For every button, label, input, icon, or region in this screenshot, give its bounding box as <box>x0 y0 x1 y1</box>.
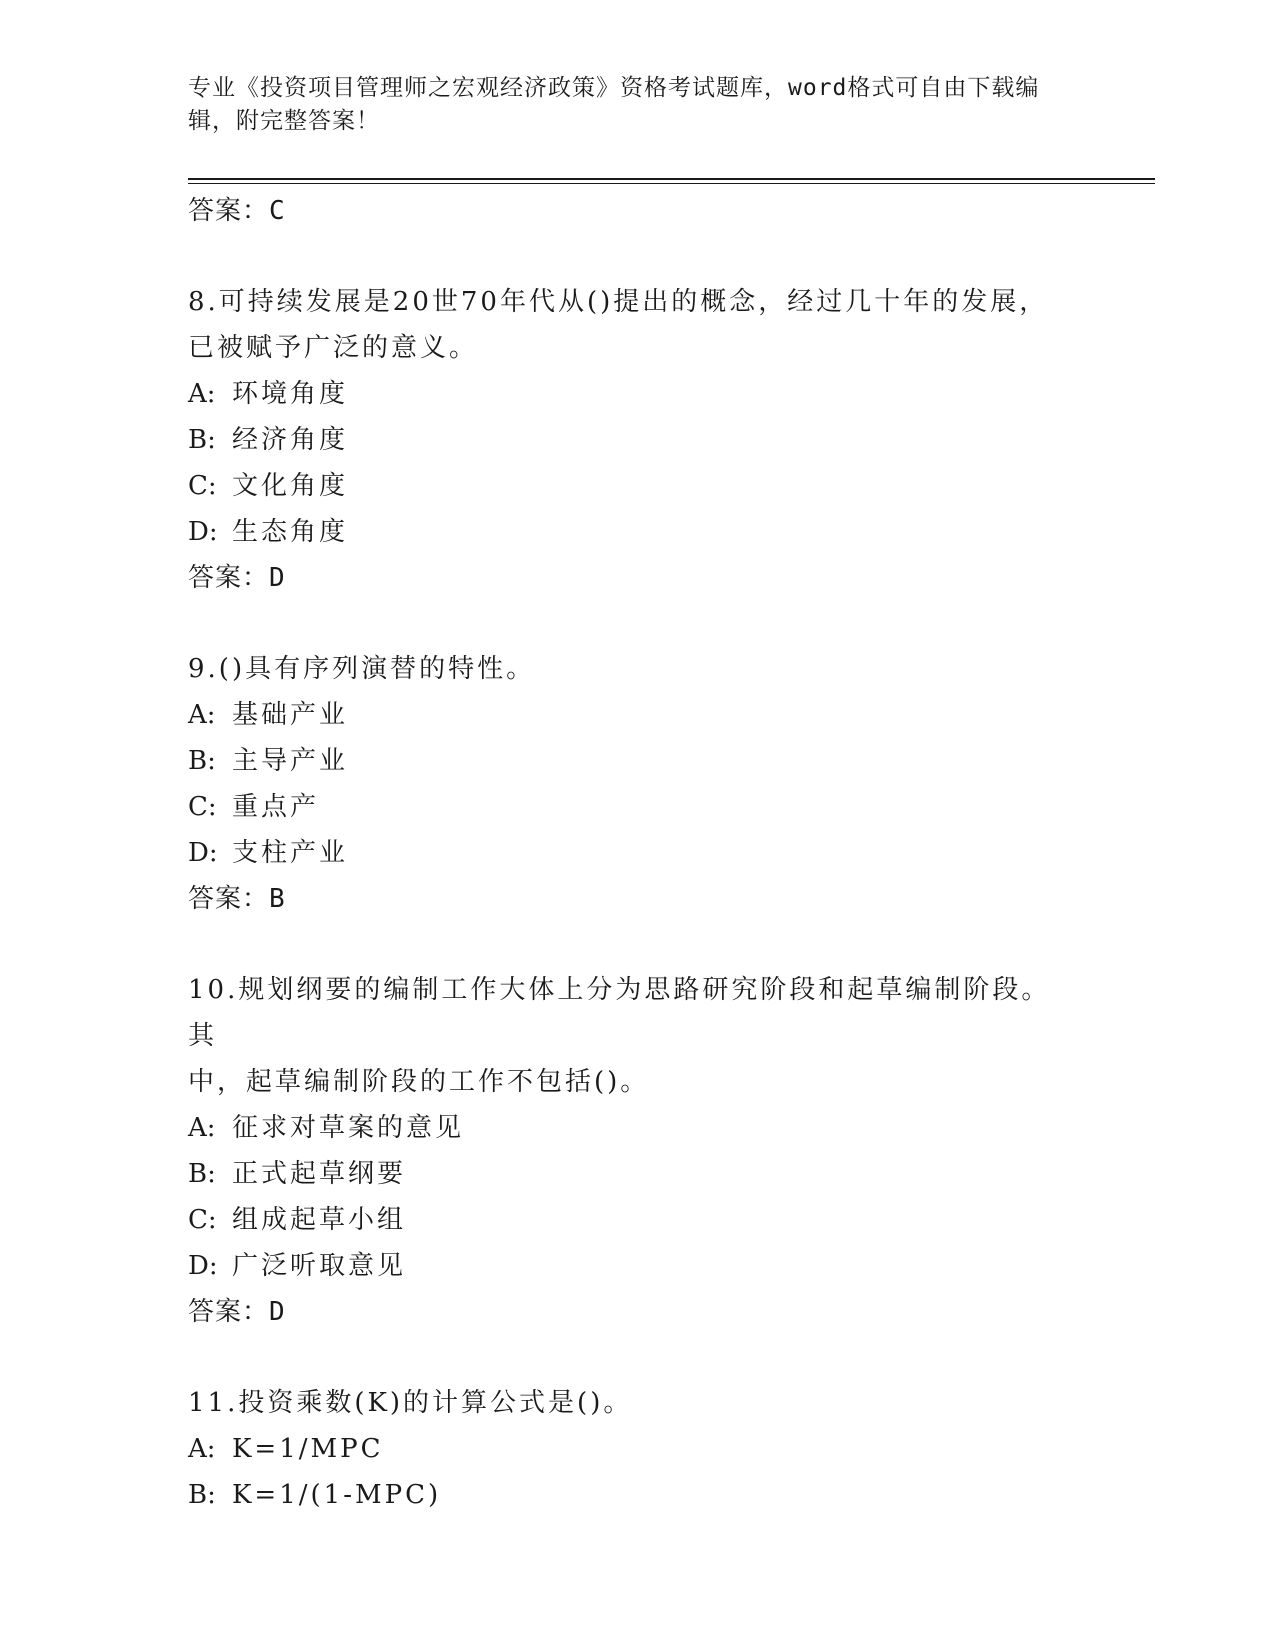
answer-label: 答案： <box>188 563 270 593</box>
question-list <box>188 188 1088 1518</box>
option-text: 环境角度 <box>232 379 349 409</box>
option-a <box>188 1426 1088 1472</box>
answer-line <box>188 188 1088 234</box>
header-line-2: 辑，附完整答案！ <box>188 108 380 134</box>
option-c <box>188 463 1088 509</box>
spacer <box>188 922 1088 967</box>
option-letter: C: <box>188 471 217 501</box>
option-text: 经济角度 <box>232 425 349 455</box>
answer-value: B <box>269 884 286 914</box>
option-letter: B: <box>188 1480 216 1510</box>
question-stem-line: 8.可持续发展是20世70年代从()提出的概念，经过几十年的发展， <box>188 287 1049 317</box>
header-divider-thick <box>188 178 1155 180</box>
answer-label: 答案： <box>188 1297 270 1327</box>
option-text: 重点产 <box>232 792 320 822</box>
answer-line <box>188 1289 1088 1335</box>
option-b <box>188 738 1088 784</box>
option-b <box>188 417 1088 463</box>
option-letter: A: <box>188 379 216 409</box>
option-letter: A: <box>188 1113 216 1143</box>
spacer <box>188 601 1088 646</box>
option-letter: D: <box>188 1251 218 1281</box>
option-a <box>188 692 1088 738</box>
spacer <box>188 234 1088 279</box>
option-text: K=1/(1-MPC) <box>232 1480 442 1510</box>
option-text: 广泛听取意见 <box>232 1251 407 1281</box>
question-stem-line: 已被赋予广泛的意义。 <box>188 333 479 363</box>
answer-value: C <box>269 196 286 226</box>
header-line-1: 专业《投资项目管理师之宏观经济政策》资格考试题库，word格式可自由下载编 <box>188 75 1040 101</box>
option-text: 基础产业 <box>232 700 349 730</box>
question-9 <box>188 646 1088 922</box>
question-stem-line: 10.规划纲要的编制工作大体上分为思路研究阶段和起草编制阶段。其 <box>188 975 1051 1051</box>
option-letter: A: <box>188 700 216 730</box>
option-letter: B: <box>188 425 216 455</box>
question-stem <box>188 279 1068 371</box>
option-letter: A: <box>188 1434 216 1464</box>
option-text: 组成起草小组 <box>232 1205 407 1235</box>
option-d <box>188 509 1088 555</box>
option-b <box>188 1472 1088 1518</box>
question-8 <box>188 279 1088 601</box>
spacer <box>188 1335 1088 1380</box>
option-text: 文化角度 <box>232 471 349 501</box>
option-d <box>188 830 1088 876</box>
option-text: 生态角度 <box>232 517 349 547</box>
option-letter: B: <box>188 1159 216 1189</box>
answer-value: D <box>269 563 286 593</box>
answer-label: 答案： <box>188 884 270 914</box>
option-letter: B: <box>188 746 216 776</box>
answer-value: D <box>269 1297 286 1327</box>
question-stem-line: 11.投资乘数(K)的计算公式是()。 <box>188 1388 633 1418</box>
option-letter: C: <box>188 1205 217 1235</box>
question-stem <box>188 967 1068 1105</box>
question-stem <box>188 1380 1068 1426</box>
option-letter: D: <box>188 517 218 547</box>
option-d <box>188 1243 1088 1289</box>
option-b <box>188 1151 1088 1197</box>
option-text: 正式起草纲要 <box>232 1159 407 1189</box>
header-divider-thin <box>188 183 1155 184</box>
question-11 <box>188 1380 1088 1518</box>
question-stem-line: 9.()具有序列演替的特性。 <box>188 654 536 684</box>
option-a <box>188 371 1088 417</box>
answer-line <box>188 876 1088 922</box>
option-c <box>188 784 1088 830</box>
option-text: 主导产业 <box>232 746 349 776</box>
option-letter: D: <box>188 838 218 868</box>
answer-label: 答案： <box>188 196 270 226</box>
question-stem-line: 中，起草编制阶段的工作不包括()。 <box>188 1067 650 1097</box>
question-10 <box>188 967 1088 1335</box>
option-c <box>188 1197 1088 1243</box>
option-text: 支柱产业 <box>232 838 349 868</box>
option-letter: C: <box>188 792 217 822</box>
option-a <box>188 1105 1088 1151</box>
option-text: K=1/MPC <box>232 1434 384 1464</box>
option-text: 征求对草案的意见 <box>232 1113 465 1143</box>
question-stem <box>188 646 1068 692</box>
document-header <box>188 72 1068 138</box>
answer-line <box>188 555 1088 601</box>
